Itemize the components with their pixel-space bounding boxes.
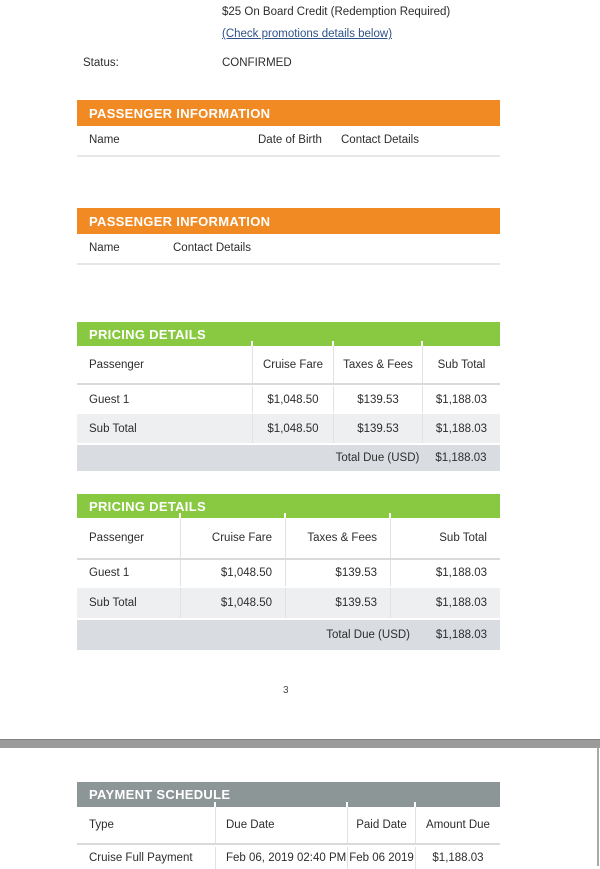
- column-divider-tick: [179, 513, 181, 518]
- cell-taxes-fees: $139.53: [285, 560, 390, 586]
- column-divider-tick: [421, 341, 423, 346]
- passenger-1-column-headers: [77, 126, 500, 157]
- cell-sub-total: $1,188.03: [422, 386, 500, 413]
- page-edge: [597, 747, 599, 866]
- cell-paid-date: Feb 06 2019: [347, 847, 415, 869]
- cell-passenger: Sub Total: [89, 422, 137, 435]
- section-title: PRICING DETAILS: [89, 326, 206, 342]
- passenger-information-2-header-bar: [77, 208, 500, 234]
- cell-passenger: Guest 1: [89, 567, 130, 579]
- payment-schedule-section: [77, 782, 500, 869]
- column-divider-tick: [346, 802, 348, 807]
- cell-taxes-fees: $139.53: [333, 386, 422, 413]
- status-label: Status:: [83, 57, 119, 69]
- column-header-taxes-fees: Taxes & Fees: [285, 518, 390, 558]
- cell-due-date: Feb 06, 2019 02:40 PM: [215, 847, 347, 869]
- section-title: PASSENGER INFORMATION: [89, 213, 271, 229]
- table-row-guest-1: [77, 560, 500, 586]
- column-header-sub-total: Sub Total: [422, 346, 500, 383]
- column-header-contact-details: Contact Details: [341, 134, 419, 146]
- column-divider-tick: [332, 341, 334, 346]
- pricing-1-table-header: [77, 346, 500, 385]
- section-title: PRICING DETAILS: [89, 498, 206, 514]
- column-header-passenger: Passenger: [89, 532, 144, 544]
- table-row-total-due: [77, 620, 500, 650]
- promotions-details-link[interactable]: (Check promotions details below): [222, 28, 393, 40]
- table-row-guest-1: [77, 386, 500, 413]
- pricing-2-table-header: [77, 518, 500, 560]
- pricing-details-section-1: [77, 322, 500, 471]
- table-row-sub-total: [77, 414, 500, 443]
- column-divider-tick: [251, 341, 253, 346]
- column-header-passenger: Passenger: [89, 358, 144, 371]
- total-due-label: Total Due (USD): [326, 629, 410, 641]
- onboard-credit-line: $25 On Board Credit (Redemption Required): [222, 6, 451, 18]
- section-title: PAYMENT SCHEDULE: [89, 787, 231, 802]
- cell-sub-total: $1,188.03: [390, 588, 500, 618]
- cell-sub-total: $1,188.03: [422, 414, 500, 443]
- cell-passenger: Sub Total: [89, 597, 137, 609]
- cell-taxes-fees: $139.53: [285, 588, 390, 618]
- section-title: PASSENGER INFORMATION: [89, 105, 271, 121]
- passenger-information-section-2: [77, 208, 500, 265]
- table-row-sub-total: [77, 588, 500, 618]
- cell-passenger: Guest 1: [89, 393, 130, 406]
- column-header-contact-details: Contact Details: [173, 242, 251, 254]
- column-header-cruise-fare: Cruise Fare: [252, 346, 333, 383]
- page-separator: [0, 739, 600, 748]
- pricing-2-header-bar: [77, 494, 500, 518]
- column-header-paid-date: Paid Date: [347, 807, 415, 843]
- cell-amount-due: $1,188.03: [415, 847, 500, 869]
- column-header-taxes-fees: Taxes & Fees: [333, 346, 422, 383]
- cell-type: Cruise Full Payment: [89, 852, 193, 864]
- cell-cruise-fare: $1,048.50: [252, 414, 333, 443]
- payment-schedule-header-bar: [77, 782, 500, 807]
- table-row-total-due: [77, 445, 500, 471]
- page-number: 3: [283, 685, 289, 696]
- passenger-information-section-1: [77, 100, 500, 157]
- column-header-sub-total: Sub Total: [390, 518, 500, 558]
- column-header-name: Name: [89, 242, 120, 254]
- total-due-value: $1,188.03: [435, 452, 487, 464]
- column-header-name: Name: [89, 134, 120, 146]
- column-header-due-date: Due Date: [215, 807, 347, 843]
- cell-sub-total: $1,188.03: [390, 560, 500, 586]
- column-divider-tick: [389, 513, 391, 518]
- column-divider-tick: [284, 513, 286, 518]
- total-due-label: Total Due (USD): [335, 452, 420, 464]
- cell-taxes-fees: $139.53: [333, 414, 422, 443]
- column-divider-tick: [414, 802, 416, 807]
- passenger-2-column-headers: [77, 234, 500, 265]
- column-header-type: Type: [89, 819, 114, 831]
- status-value: CONFIRMED: [222, 57, 292, 69]
- payment-table-header: [77, 807, 500, 845]
- cell-cruise-fare: $1,048.50: [252, 386, 333, 413]
- column-divider-tick: [214, 802, 216, 807]
- column-header-cruise-fare: Cruise Fare: [180, 518, 285, 558]
- column-header-amount-due: Amount Due: [415, 807, 500, 843]
- column-header-date-of-birth: Date of Birth: [258, 134, 322, 146]
- total-due-value: $1,188.03: [435, 629, 487, 641]
- passenger-information-1-header-bar: [77, 100, 500, 126]
- pricing-1-header-bar: [77, 322, 500, 346]
- cell-cruise-fare: $1,048.50: [180, 560, 285, 586]
- cell-cruise-fare: $1,048.50: [180, 588, 285, 618]
- pricing-details-section-2: [77, 494, 500, 650]
